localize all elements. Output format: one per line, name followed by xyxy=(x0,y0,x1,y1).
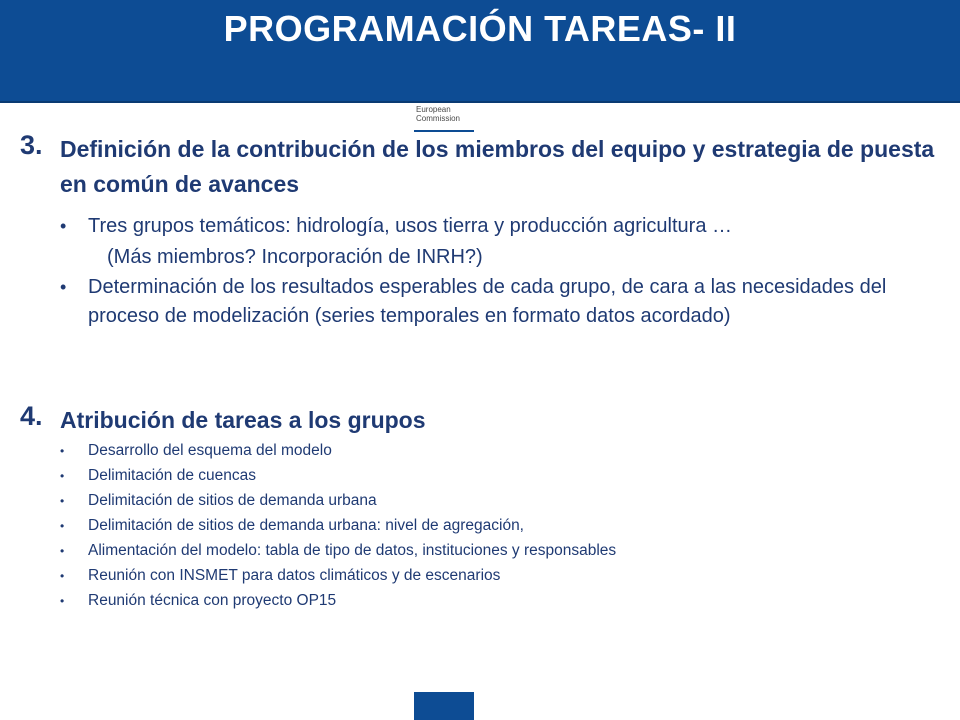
bullet-text: Delimitación de sitios de demanda urbana: nivel de agregación, xyxy=(88,517,524,534)
bullet-text: Desarrollo del esquema del modelo xyxy=(88,442,332,459)
bullet-text: Tres grupos temáticos: hidrología, usos tierra y producción agricultura … xyxy=(88,215,732,237)
bullet-text: Determinación de los resultados esperables de cada grupo, de cara a las necesidades del proceso de modelización (series temporales en formato datos acordado) xyxy=(88,276,887,327)
bullet-icon: • xyxy=(60,594,65,608)
bullet-text: Alimentación del modelo: tabla de tipo de datos, instituciones y responsables xyxy=(88,542,617,559)
european-commission-logo xyxy=(414,103,474,133)
title-banner xyxy=(0,0,960,103)
bullet-text: Reunión con INSMET para datos climáticos y de escenarios xyxy=(88,567,501,584)
bullet-icon: • xyxy=(60,444,65,458)
slide-title: PROGRAMACIÓN TAREAS- II xyxy=(223,8,737,49)
footer-blue-block xyxy=(414,692,474,720)
section-4-title: Atribución de tareas a los grupos xyxy=(60,407,426,433)
section-4-number: 4. xyxy=(20,401,43,431)
bullet-icon: • xyxy=(60,277,67,297)
section-3-note: (Más miembros? Incorporación de INRH?) xyxy=(107,246,483,268)
bullet-icon: • xyxy=(60,569,65,583)
bullet-icon: • xyxy=(60,519,65,533)
bullet-icon: • xyxy=(60,544,65,558)
bullet-icon: • xyxy=(60,469,65,483)
bullet-text: Delimitación de cuencas xyxy=(88,467,257,484)
bullet-icon: • xyxy=(60,216,67,236)
bullet-text: Reunión técnica con proyecto OP15 xyxy=(88,592,337,609)
section-3-title: Definición de la contribución de los miembros del equipo y estrategia de puesta en común de avances xyxy=(60,136,935,197)
section-3-number: 3. xyxy=(20,130,43,160)
bullet-text: Delimitación de sitios de demanda urbana xyxy=(88,492,377,509)
bullet-icon: • xyxy=(60,494,65,508)
logo-text: European Commission xyxy=(416,105,461,123)
